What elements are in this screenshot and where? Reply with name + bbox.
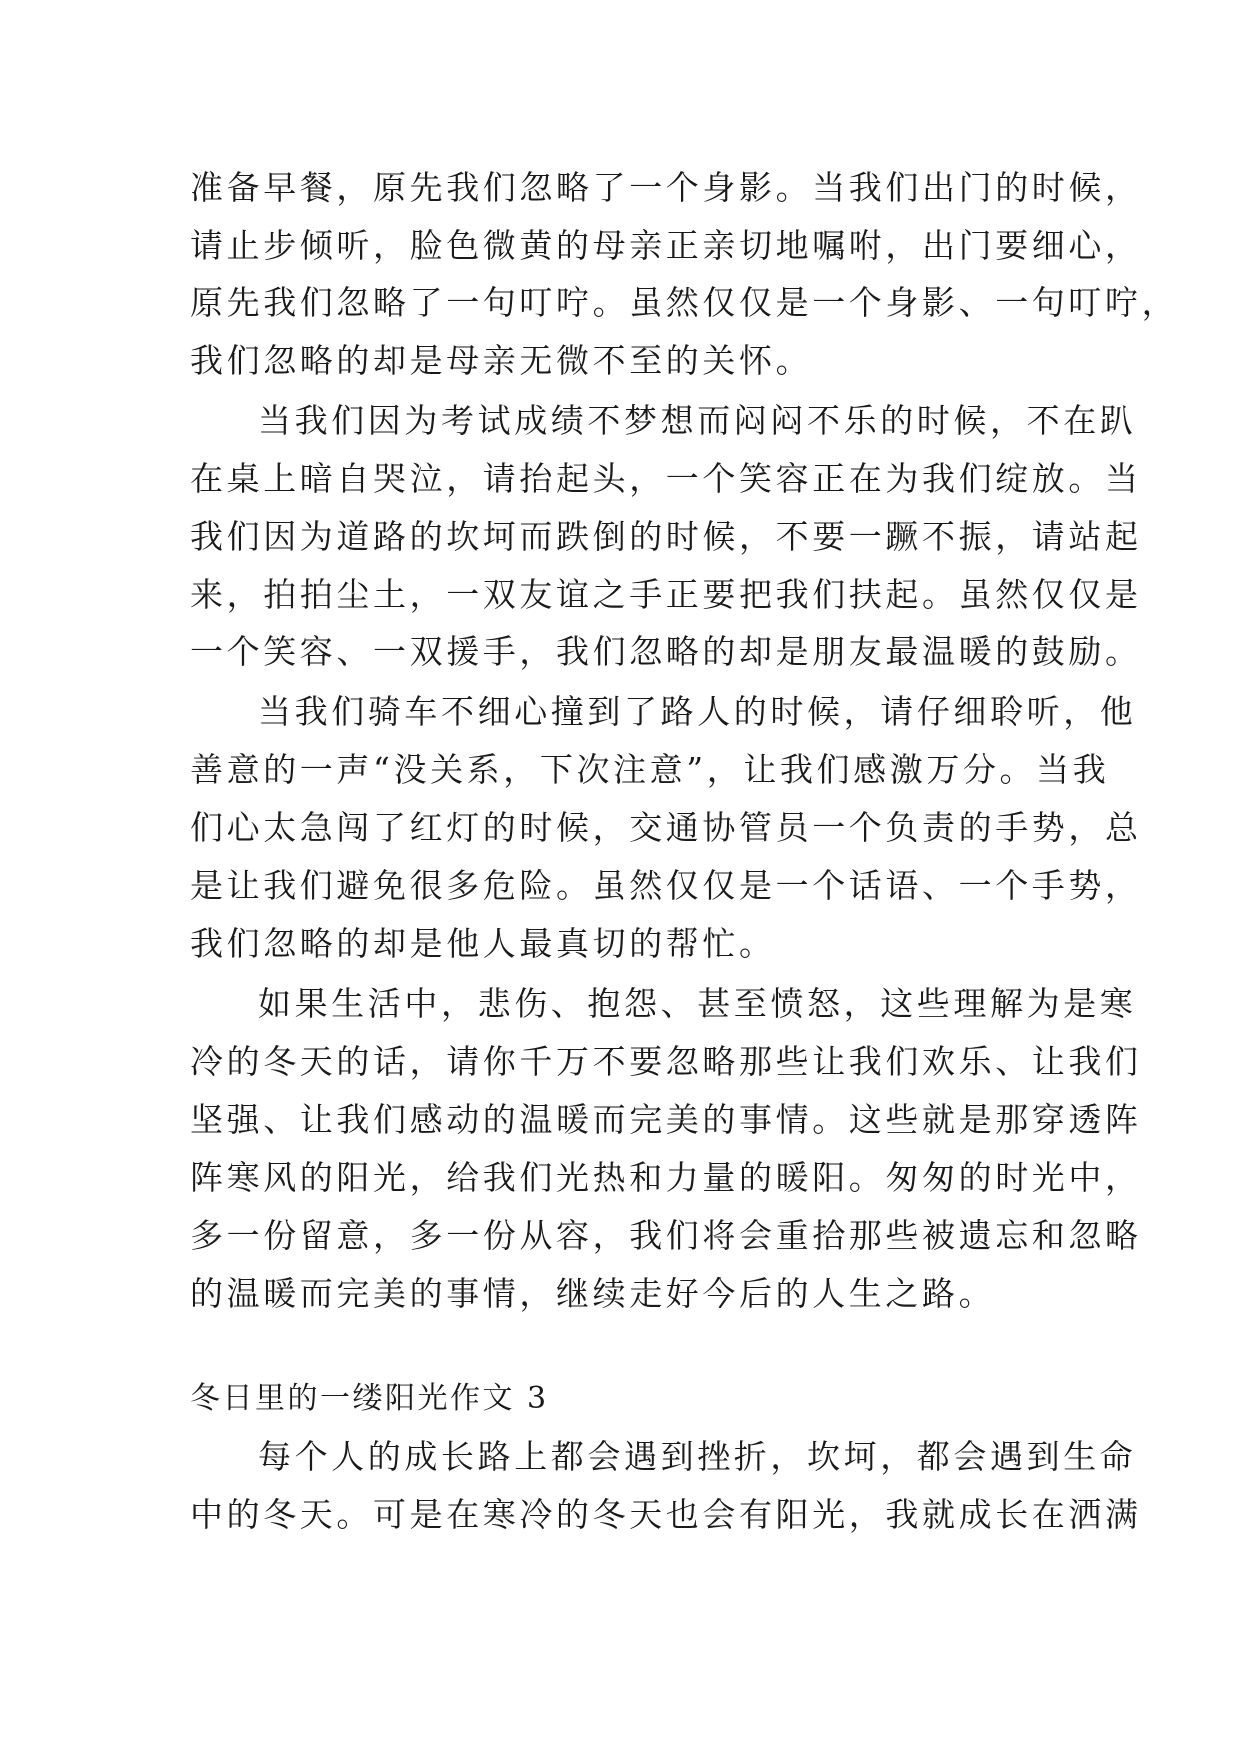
text-line: 我们忽略的却是母亲无微不至的关怀。 xyxy=(190,341,813,380)
text-line: 我们因为道路的坎坷而跌倒的时候，不要一蹶不振，请站起 xyxy=(190,517,1142,556)
text-line: 善意的一声“没关系，下次注意”，让我们感激万分。当我 xyxy=(190,750,1110,789)
text-line: 请止步倾听，脸色微黄的母亲正亲切地嘱咐，出门要细心， xyxy=(190,226,1142,265)
text-line: 阵寒风的阳光，给我们光热和力量的暖阳。匆匆的时光中， xyxy=(190,1158,1142,1197)
paragraph-first-line: 如果生活中，悲伤、抱怨、甚至愤怒，这些理解为是寒 xyxy=(258,984,1137,1023)
text-line: 是让我们避免很多危险。虽然仅仅是一个话语、一个手势， xyxy=(190,866,1142,905)
text-line: 多一份留意，多一份从容，我们将会重拾那些被遗忘和忽略 xyxy=(190,1216,1142,1255)
paragraph-first-line: 当我们骑车不细心撞到了路人的时候，请仔细聆听，他 xyxy=(258,692,1137,731)
text-line: 来，拍拍尘土，一双友谊之手正要把我们扶起。虽然仅仅是 xyxy=(190,575,1142,614)
text-line: 们心太急闯了红灯的时候，交通协管员一个负责的手势，总 xyxy=(190,808,1142,847)
text-line: 的温暖而完美的事情，继续走好今后的人生之路。 xyxy=(190,1274,996,1313)
text-line: 我们忽略的却是他人最真切的帮忙。 xyxy=(190,924,776,963)
text-line: 在桌上暗自哭泣，请抬起头，一个笑容正在为我们绽放。当 xyxy=(190,459,1142,498)
text-line: 中的冬天。可是在寒冷的冬天也会有阳光，我就成长在洒满 xyxy=(190,1495,1142,1534)
text-line: 冷的冬天的话，请你千万不要忽略那些让我们欢乐、让我们 xyxy=(190,1042,1142,1081)
text-line: 坚强、让我们感动的温暖而完美的事情。这些就是那穿透阵 xyxy=(190,1100,1142,1139)
text-line: 原先我们忽略了一句叮咛。虽然仅仅是一个身影、一句叮咛， xyxy=(190,283,1179,322)
paragraph-first-line: 当我们因为考试成绩不梦想而闷闷不乐的时候，不在趴 xyxy=(258,401,1137,440)
section-heading: 冬日里的一缕阳光作文 3 xyxy=(190,1381,549,1416)
text-line: 一个笑容、一双援手，我们忽略的却是朋友最温暖的鼓励。 xyxy=(190,632,1142,671)
text-line: 准备早餐，原先我们忽略了一个身影。当我们出门的时候， xyxy=(190,168,1142,207)
paragraph-first-line: 每个人的成长路上都会遇到挫折，坎坷，都会遇到生命 xyxy=(258,1437,1137,1476)
